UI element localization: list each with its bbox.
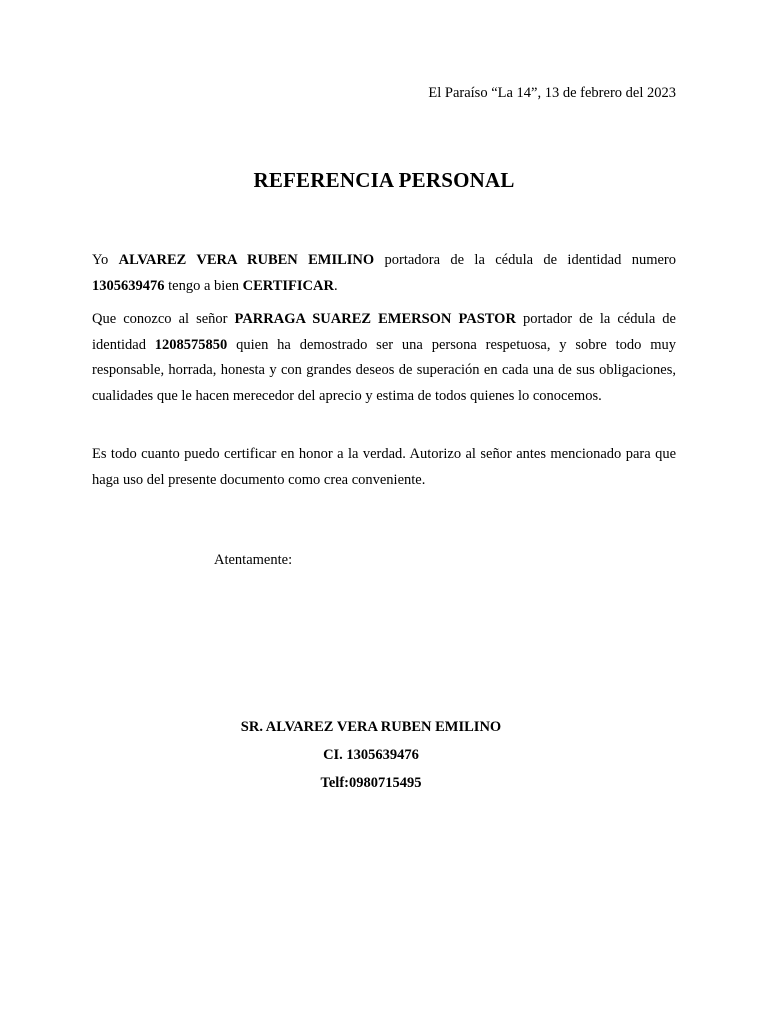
p2-text-3: quien ha demostrado ser una persona respetuosa, y sobre todo muy responsable, horrada, honesta y con grandes deseos de superación en cada una de sus obligaciones, cualidades que le hacen merecedor del aprecio y estima de todos quienes lo conocemos. <box>92 336 676 404</box>
p1-text-2: portadora de la cédula de identidad numero <box>374 252 676 268</box>
referenced-person-id-number: 1208575850 <box>154 336 228 353</box>
closing-salutation: Atentamente: <box>214 552 293 568</box>
referenced-person-name: PARRAGA SUAREZ EMERSON PASTOR <box>234 311 516 327</box>
paragraph-authorization: Es todo cuanto puedo certificar en honor a la verdad. Autorizo al señor antes mencionado para que haga uso del presente documento como crea conveniente. <box>92 446 676 488</box>
signature-id: CI. 1305639476 <box>323 747 419 763</box>
signature-telephone: Telf:0980715495 <box>320 775 422 791</box>
signature-name: SR. ALVAREZ VERA RUBEN EMILINO <box>240 719 502 735</box>
paragraph-reference <box>92 307 676 409</box>
p2-text-2: portador de la cédula de identidad <box>92 311 676 353</box>
dateline: El Paraíso “La 14”, 13 de febrero del 2023 <box>428 85 676 101</box>
p2-text-1: Que conozco al señor <box>92 311 235 327</box>
p1-text-3: tengo a bien <box>164 277 243 294</box>
p1-text-4: . <box>333 277 338 294</box>
p1-text-1: Yo <box>92 252 119 268</box>
paragraph-certification <box>92 248 676 299</box>
document-title: REFERENCIA PERSONAL <box>253 168 515 192</box>
certify-keyword: CERTIFICAR <box>242 277 334 294</box>
certifier-id-number: 1305639476 <box>92 277 165 294</box>
certifier-name: ALVAREZ VERA RUBEN EMILINO <box>118 252 375 268</box>
